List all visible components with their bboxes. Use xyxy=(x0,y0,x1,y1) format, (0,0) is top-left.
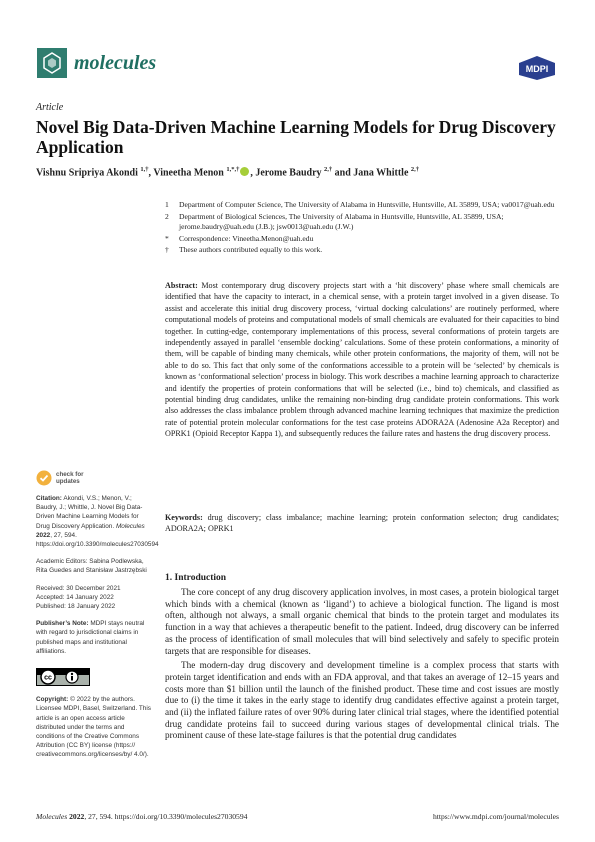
keywords xyxy=(165,512,559,535)
article-type: Article xyxy=(36,102,64,113)
article-title: Novel Big Data-Driven Machine Learning Models for Drug Discovery Application xyxy=(36,117,556,157)
dates xyxy=(36,584,154,612)
received-date: Received: 30 December 2021 xyxy=(36,584,121,592)
affiliation-item xyxy=(165,200,560,211)
keywords-text: drug discovery; class imbalance; machine learning; protein conformation selecton; drug candidates; ADORA2A; OPRK1 xyxy=(165,513,559,534)
publisher-note-label: Publisher’s Note: xyxy=(36,620,89,628)
citation-text: Akondi, V.S.; Menon, V.; Baudry, J.; Whittle, J. Novel Big Data-Driven Machine Learning Models for Drug Discovery Application. xyxy=(36,495,143,530)
citation xyxy=(36,494,159,549)
author-affiliation-marker: 2,† xyxy=(324,166,333,173)
academic-editors: Academic Editors: Sabina Podlewska, Rita Guedes and Stanisław Jastrzębski xyxy=(36,558,147,575)
cc-by-license-icon[interactable] xyxy=(36,668,90,686)
check-updates-line2: updates xyxy=(56,478,80,485)
footer-journal-url[interactable]: https://www.mdpi.com/journal/molecules xyxy=(432,812,559,821)
author-name[interactable]: Vishnu Sripriya Akondi xyxy=(36,167,141,179)
author-separator: , xyxy=(250,167,256,179)
journal-logo xyxy=(37,48,67,78)
author-name[interactable]: Jana Whittle xyxy=(353,167,411,179)
affiliation-marker: * xyxy=(165,233,169,243)
check-updates-icon xyxy=(36,470,52,486)
copyright-label: Copyright: xyxy=(36,696,69,704)
affiliation-marker: † xyxy=(165,245,169,254)
citation-journal: Molecules xyxy=(115,522,145,530)
citation-doi[interactable]: , 27, 594. https://doi.org/10.3390/molecules27030594 xyxy=(36,531,159,549)
author-name[interactable]: Jerome Baudry xyxy=(255,167,325,179)
copyright xyxy=(36,695,154,759)
affiliation-item xyxy=(165,212,560,233)
author-affiliation-marker: 2,† xyxy=(410,166,420,173)
accepted-date: Accepted: 14 January 2022 xyxy=(36,593,114,601)
affiliation-marker: 1 xyxy=(165,200,169,209)
footer-citation xyxy=(36,812,247,821)
affiliation-item xyxy=(165,245,560,256)
svg-text:cc: cc xyxy=(44,674,52,682)
affiliation-text: Department of Computer Science, The University of Alabama in Huntsville, Huntsville, AL 35899, USA; va0017@uah.edu xyxy=(179,200,555,209)
publisher-note xyxy=(36,619,154,656)
section-heading: 1. Introduction xyxy=(165,573,227,583)
svg-text:MDPI: MDPI xyxy=(525,64,549,74)
affiliations xyxy=(165,200,560,257)
citation-year: 2022 xyxy=(36,531,51,539)
check-updates-line1: check for xyxy=(56,471,84,478)
publisher-note-text: MDPI stays neutral with regard to jurisdictional claims in published maps and institutional affiliations. xyxy=(36,620,145,655)
footer-doi[interactable]: , 27, 594. https://doi.org/10.3390/molecules27030594 xyxy=(84,812,248,821)
mdpi-logo-icon xyxy=(517,55,557,81)
author-separator: , xyxy=(148,167,154,179)
footer-year: 2022 xyxy=(69,812,85,821)
copyright-text: © 2022 by the authors. Licensee MDPI, Basel, Switzerland. This article is an open access article distributed under the terms and conditions of the Creative Commons Attribution (CC BY) license (https:// creativecommons.org/licenses/by/ 4.0/). xyxy=(36,696,151,759)
abstract-label: Abstract: xyxy=(165,281,198,290)
intro-body xyxy=(165,587,559,745)
citation-label: Citation: xyxy=(36,495,62,502)
journal-name: molecules xyxy=(74,52,157,74)
orcid-icon[interactable] xyxy=(240,167,249,176)
affiliation-text: Department of Biological Sciences, The University of Alabama in Huntsville, Huntsville, AL 35899, USA; jerome.baudry@uah.edu (J.B.); jsw0013@uah.edu (J.W.) xyxy=(179,211,504,231)
author-separator: and xyxy=(332,167,354,179)
check-updates-button[interactable] xyxy=(36,470,154,486)
abstract-text: Most contemporary drug discovery projects start with a ‘hit discovery’ phase where small chemicals are identified that have the capacity to interact, in a chemical sense, with a protein target involved in a given disease. To assist and accelerate this initial drug discovery process, ‘virtual docking calculations’ are routinely performed, where computational models of proteins and computational models of small chemicals are evaluated for their capacities to bind together. In cutting-edge, contemporary implementations of this process, several conformations of protein targets are independently assayed in parallel ‘ensemble docking’ calculations. Some of these protein conformations, a minority of them, will be capable of binding many chemicals, while other protein conformations, the majority of them, will not be able to do so. This fact that only some of the conformations accessible to a protein will be ‘selected’ by chemicals is known as ‘conformational selection’ process in biology. This work describes a machine learning approach to characterize and identify the properties of protein conformations that will be selected (i.e., bind to) chemicals, and classified as potential binding drug candidates, unlike the remaining non-binding drug candidate protein conformations. This work also addresses the class imbalance problem through advanced machine learning techniques that maximize the prediction rate of potential protein molecular conformations for the test case proteins ADORA2A (Adenosine A2a Receptor) and OPRK1 (Opioid Receptor Kappa 1), and subsequently reduces the failure rates and hastens the drug discovery process. xyxy=(165,281,559,439)
affiliation-text: These authors contributed equally to this work. xyxy=(179,245,323,254)
affiliation-marker: 2 xyxy=(165,211,169,221)
affiliation-text: Correspondence: Vineetha.Menon@uah.edu xyxy=(179,233,314,243)
author-affiliation-marker: 1,*,† xyxy=(226,166,240,173)
author-list xyxy=(36,166,556,178)
sidebar xyxy=(36,470,159,768)
published-date: Published: 18 January 2022 xyxy=(36,603,116,611)
intro-paragraph-1: The core concept of any drug discovery application involves, in most cases, a protein biological target which binds with a chemical (known as ‘ligand’) to achieve a biological function. The ligand is most often, although not always, a small organic chemical that binds to the protein target and modulates its function in a way that achieves a therapeutic benefit to the patient. Indeed, drug discovery can be inferred as the process of identification of small molecules that will bind selectively and safely to specific protein targets that are responsible for diseases. xyxy=(165,587,559,656)
affiliation-item xyxy=(165,234,560,245)
mdpi-logo xyxy=(517,55,557,81)
keywords-label: Keywords: xyxy=(165,513,203,522)
footer-journal: Molecules xyxy=(36,812,68,821)
intro-paragraph-2: The modern-day drug discovery and development timeline is a complex process that starts with protein target identification and ends with an FDA approval, and that takes an average of 12–15 years and costs more than $1 billion until the launch of the finished product. These time and cost issues are mostly due to (i) the time it takes in the early stage to identify drug candidates effective against a protein target, and (ii) the inflated failure rates of over 90% during later clinical trial stages, where the identified potential drug candidate proteins fail to succeed during various stages of developmental clinical trials. The prominent cause of these late-stage failures is that the potential drug candidates xyxy=(165,660,559,741)
molecule-icon xyxy=(37,48,67,78)
author-name[interactable]: Vineetha Menon xyxy=(153,167,227,179)
abstract xyxy=(165,280,559,440)
author-affiliation-marker: 1,† xyxy=(140,166,149,173)
